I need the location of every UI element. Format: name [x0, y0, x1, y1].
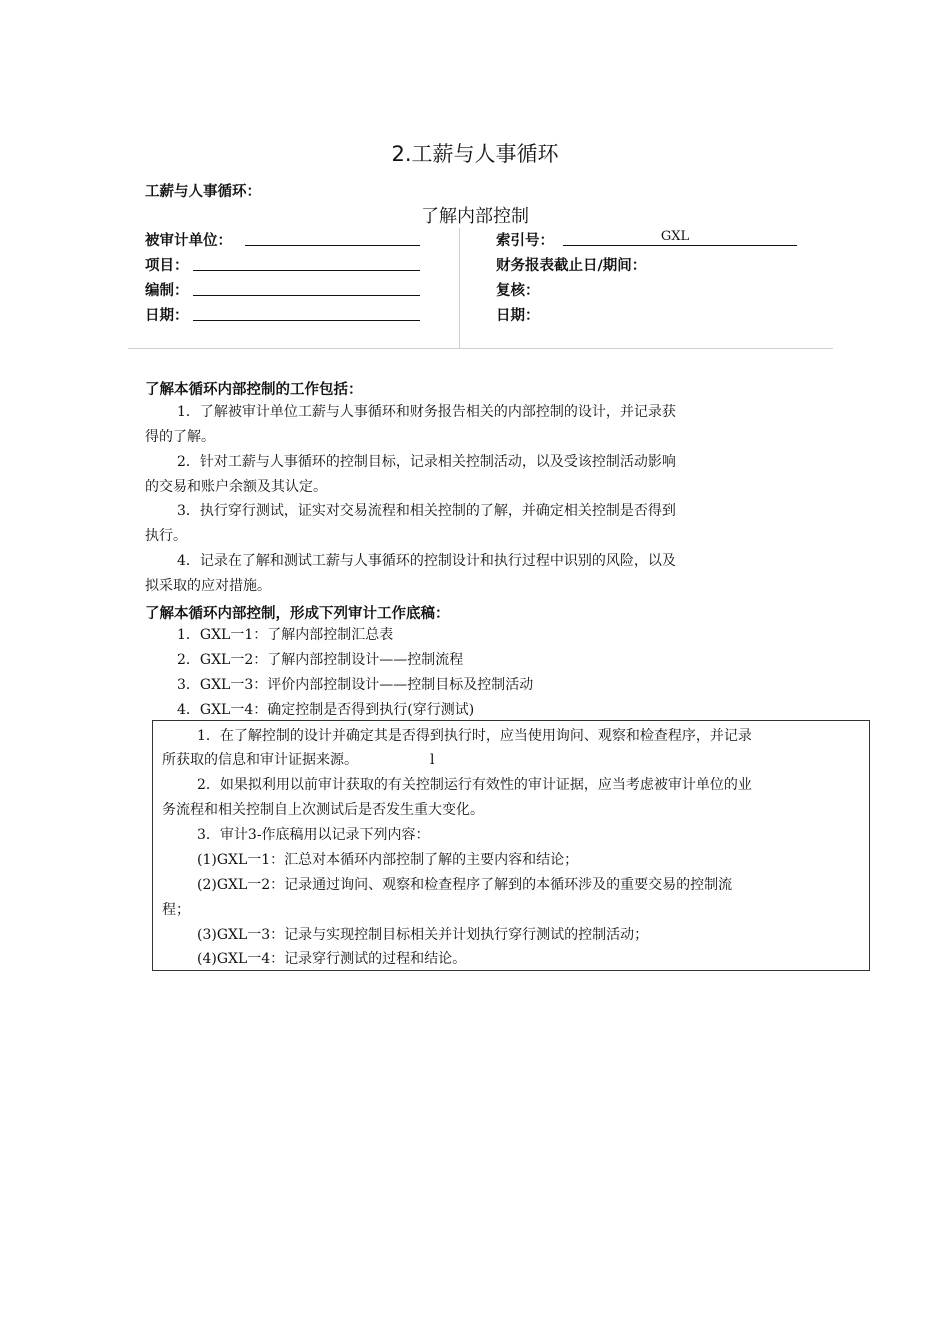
s1-item1-line1: 1．了解被审计单位工薪与人事循环和财务报告相关的内部控制的设计，并记录获: [177, 404, 676, 420]
auditee-label: 被审计单位：: [145, 233, 232, 249]
s2-item2: 2．GXL一2：了解内部控制设计——控制流程: [177, 652, 464, 668]
period-label: 财务报表截止日/期间：: [496, 258, 647, 274]
note2-line1: 2．如果拟利用以前审计获取的有关控制运行有效性的审计证据，应当考虑被审计单位的业: [197, 777, 752, 793]
auditee-field[interactable]: [245, 245, 420, 246]
note1-mark: l: [430, 752, 435, 768]
s1-item3-line1: 3．执行穿行测试，证实对交易流程和相关控制的了解，并确定相关控制是否得到: [177, 503, 676, 519]
project-field[interactable]: [193, 270, 420, 271]
form-subtitle: 了解内部控制: [421, 206, 529, 227]
cycle-label: 工薪与人事循环：: [145, 184, 261, 200]
prepared-by-label: 编制：: [145, 283, 189, 299]
index-value: GXL: [660, 229, 690, 244]
s1-item2-line1: 2．针对工薪与人事循环的控制目标，记录相关控制活动，以及受该控制活动影响: [177, 454, 676, 470]
section1-heading: 了解本循环内部控制的工作包括：: [145, 382, 363, 398]
s1-item3-line2: 执行。: [145, 528, 187, 544]
reviewer-label: 复核：: [496, 283, 540, 299]
page-title: 2.工薪与人事循环: [391, 142, 559, 166]
note3-sub2-line1: (2)GXL一2：记录通过询问、观察和检查程序了解到的本循环涉及的重要交易的控制流: [197, 877, 733, 893]
note3-sub2-line2: 程；: [162, 902, 190, 918]
date-label-left: 日期：: [145, 308, 189, 324]
s1-item4-line1: 4．记录在了解和测试工薪与人事循环的控制设计和执行过程中识别的风险，以及: [177, 553, 676, 569]
date-field-left[interactable]: [193, 320, 420, 321]
project-label: 项目：: [145, 258, 189, 274]
s1-item4-line2: 拟采取的应对措施。: [145, 578, 271, 594]
s2-item3: 3．GXL一3：评价内部控制设计——控制目标及控制活动: [177, 677, 534, 693]
index-label: 索引号：: [496, 233, 554, 249]
index-field[interactable]: [563, 245, 797, 246]
note1-line2: 所获取的信息和审计证据来源。: [162, 752, 358, 768]
note2-line2: 务流程和相关控制自上次测试后是否发生重大变化。: [162, 802, 484, 818]
prepared-by-field[interactable]: [193, 295, 420, 296]
header-vertical-divider: [459, 228, 460, 348]
note3-sub1: (1)GXL一1：汇总对本循环内部控制了解的主要内容和结论；: [197, 852, 579, 868]
note3-sub3: (3)GXL一3：记录与实现控制目标相关并计划执行穿行测试的控制活动；: [197, 927, 649, 943]
note3: 3．审计3-作底稿用以记录下列内容：: [197, 827, 430, 843]
s1-item2-line2: 的交易和账户余额及其认定。: [145, 479, 327, 495]
note1-line1: 1．在了解控制的设计并确定其是否得到执行时，应当使用询问、观察和检查程序，并记录: [197, 728, 752, 744]
note3-sub4: (4)GXL一4：记录穿行测试的过程和结论。: [197, 951, 467, 967]
s2-item1: 1．GXL一1：了解内部控制汇总表: [177, 627, 394, 643]
header-horizontal-divider: [128, 348, 833, 349]
s1-item1-line2: 得的了解。: [145, 429, 215, 445]
section2-heading: 了解本循环内部控制，形成下列审计工作底稿：: [145, 606, 450, 622]
s2-item4: 4．GXL一4：确定控制是否得到执行(穿行测试): [177, 702, 475, 718]
date-label-right: 日期：: [496, 308, 540, 324]
